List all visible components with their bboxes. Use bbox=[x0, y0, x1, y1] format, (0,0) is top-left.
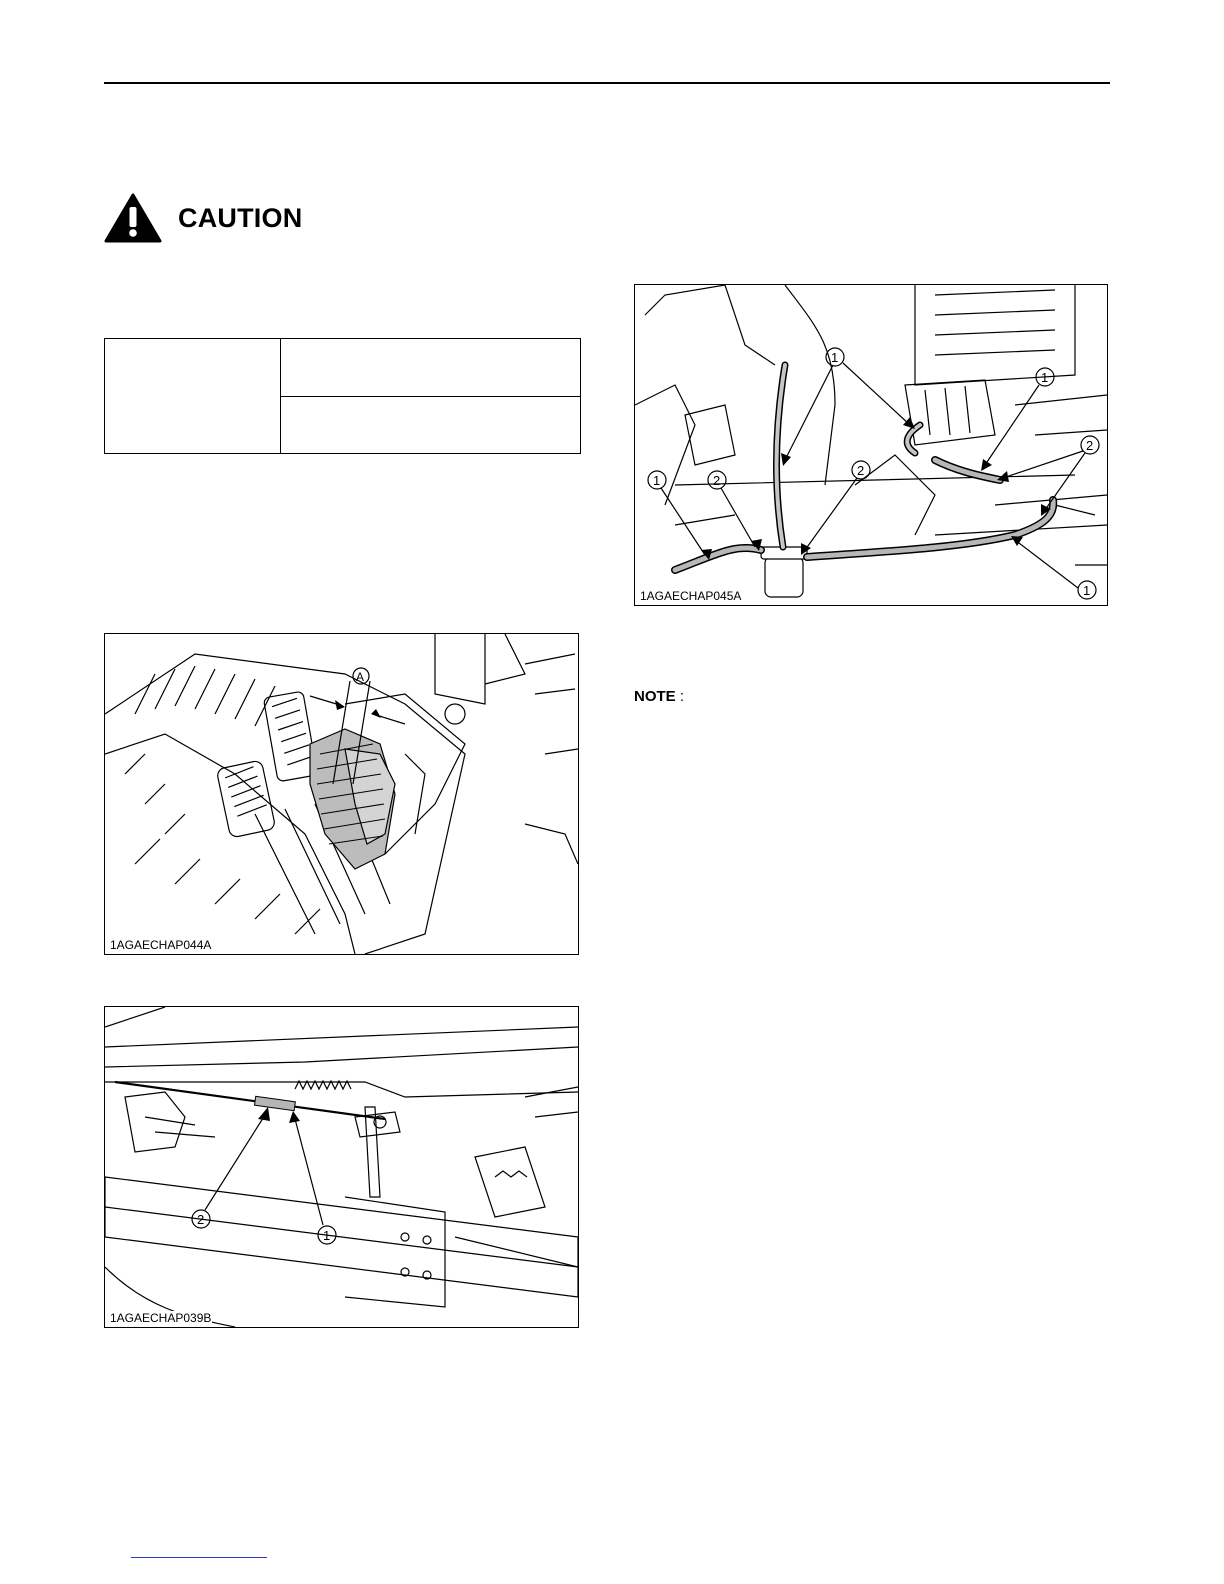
spec-table-value-cell bbox=[281, 339, 581, 397]
footer-link-underline[interactable] bbox=[131, 1557, 267, 1558]
figure-caption: 1AGAECHAP044A bbox=[110, 938, 212, 952]
top-rule bbox=[104, 82, 1110, 84]
spec-table-value-cell bbox=[281, 396, 581, 454]
figure-rod-adjustment bbox=[104, 1006, 579, 1328]
callout-1: 1 bbox=[831, 350, 839, 365]
rod-adjustment-illustration bbox=[105, 1007, 578, 1327]
figure-caption: 1AGAECHAP039B bbox=[110, 1311, 212, 1325]
warning-triangle-icon bbox=[104, 193, 162, 243]
caution-label: CAUTION bbox=[178, 202, 303, 233]
note-heading bbox=[634, 688, 684, 705]
figure-fuel-lines bbox=[634, 284, 1108, 606]
figure-clutch-pedal bbox=[104, 633, 579, 955]
callout-2: 2 bbox=[1086, 438, 1094, 453]
callout-1: 1 bbox=[653, 473, 661, 488]
figure-caption: 1AGAECHAP045A bbox=[640, 589, 742, 603]
callout-a: A bbox=[356, 670, 365, 684]
caution-block bbox=[104, 190, 302, 246]
note-label: NOTE bbox=[634, 688, 676, 705]
spec-table bbox=[104, 338, 581, 454]
callout-2: 2 bbox=[857, 463, 865, 478]
spec-table-label-cell bbox=[105, 339, 281, 454]
note-colon: : bbox=[675, 688, 685, 705]
callout-2: 2 bbox=[197, 1212, 205, 1227]
callout-1: 1 bbox=[1041, 370, 1049, 385]
callout-1: 1 bbox=[1083, 583, 1091, 598]
clutch-pedal-illustration bbox=[105, 634, 578, 954]
callout-1: 1 bbox=[323, 1228, 331, 1243]
fuel-lines-illustration bbox=[635, 285, 1107, 605]
callout-2: 2 bbox=[713, 473, 721, 488]
